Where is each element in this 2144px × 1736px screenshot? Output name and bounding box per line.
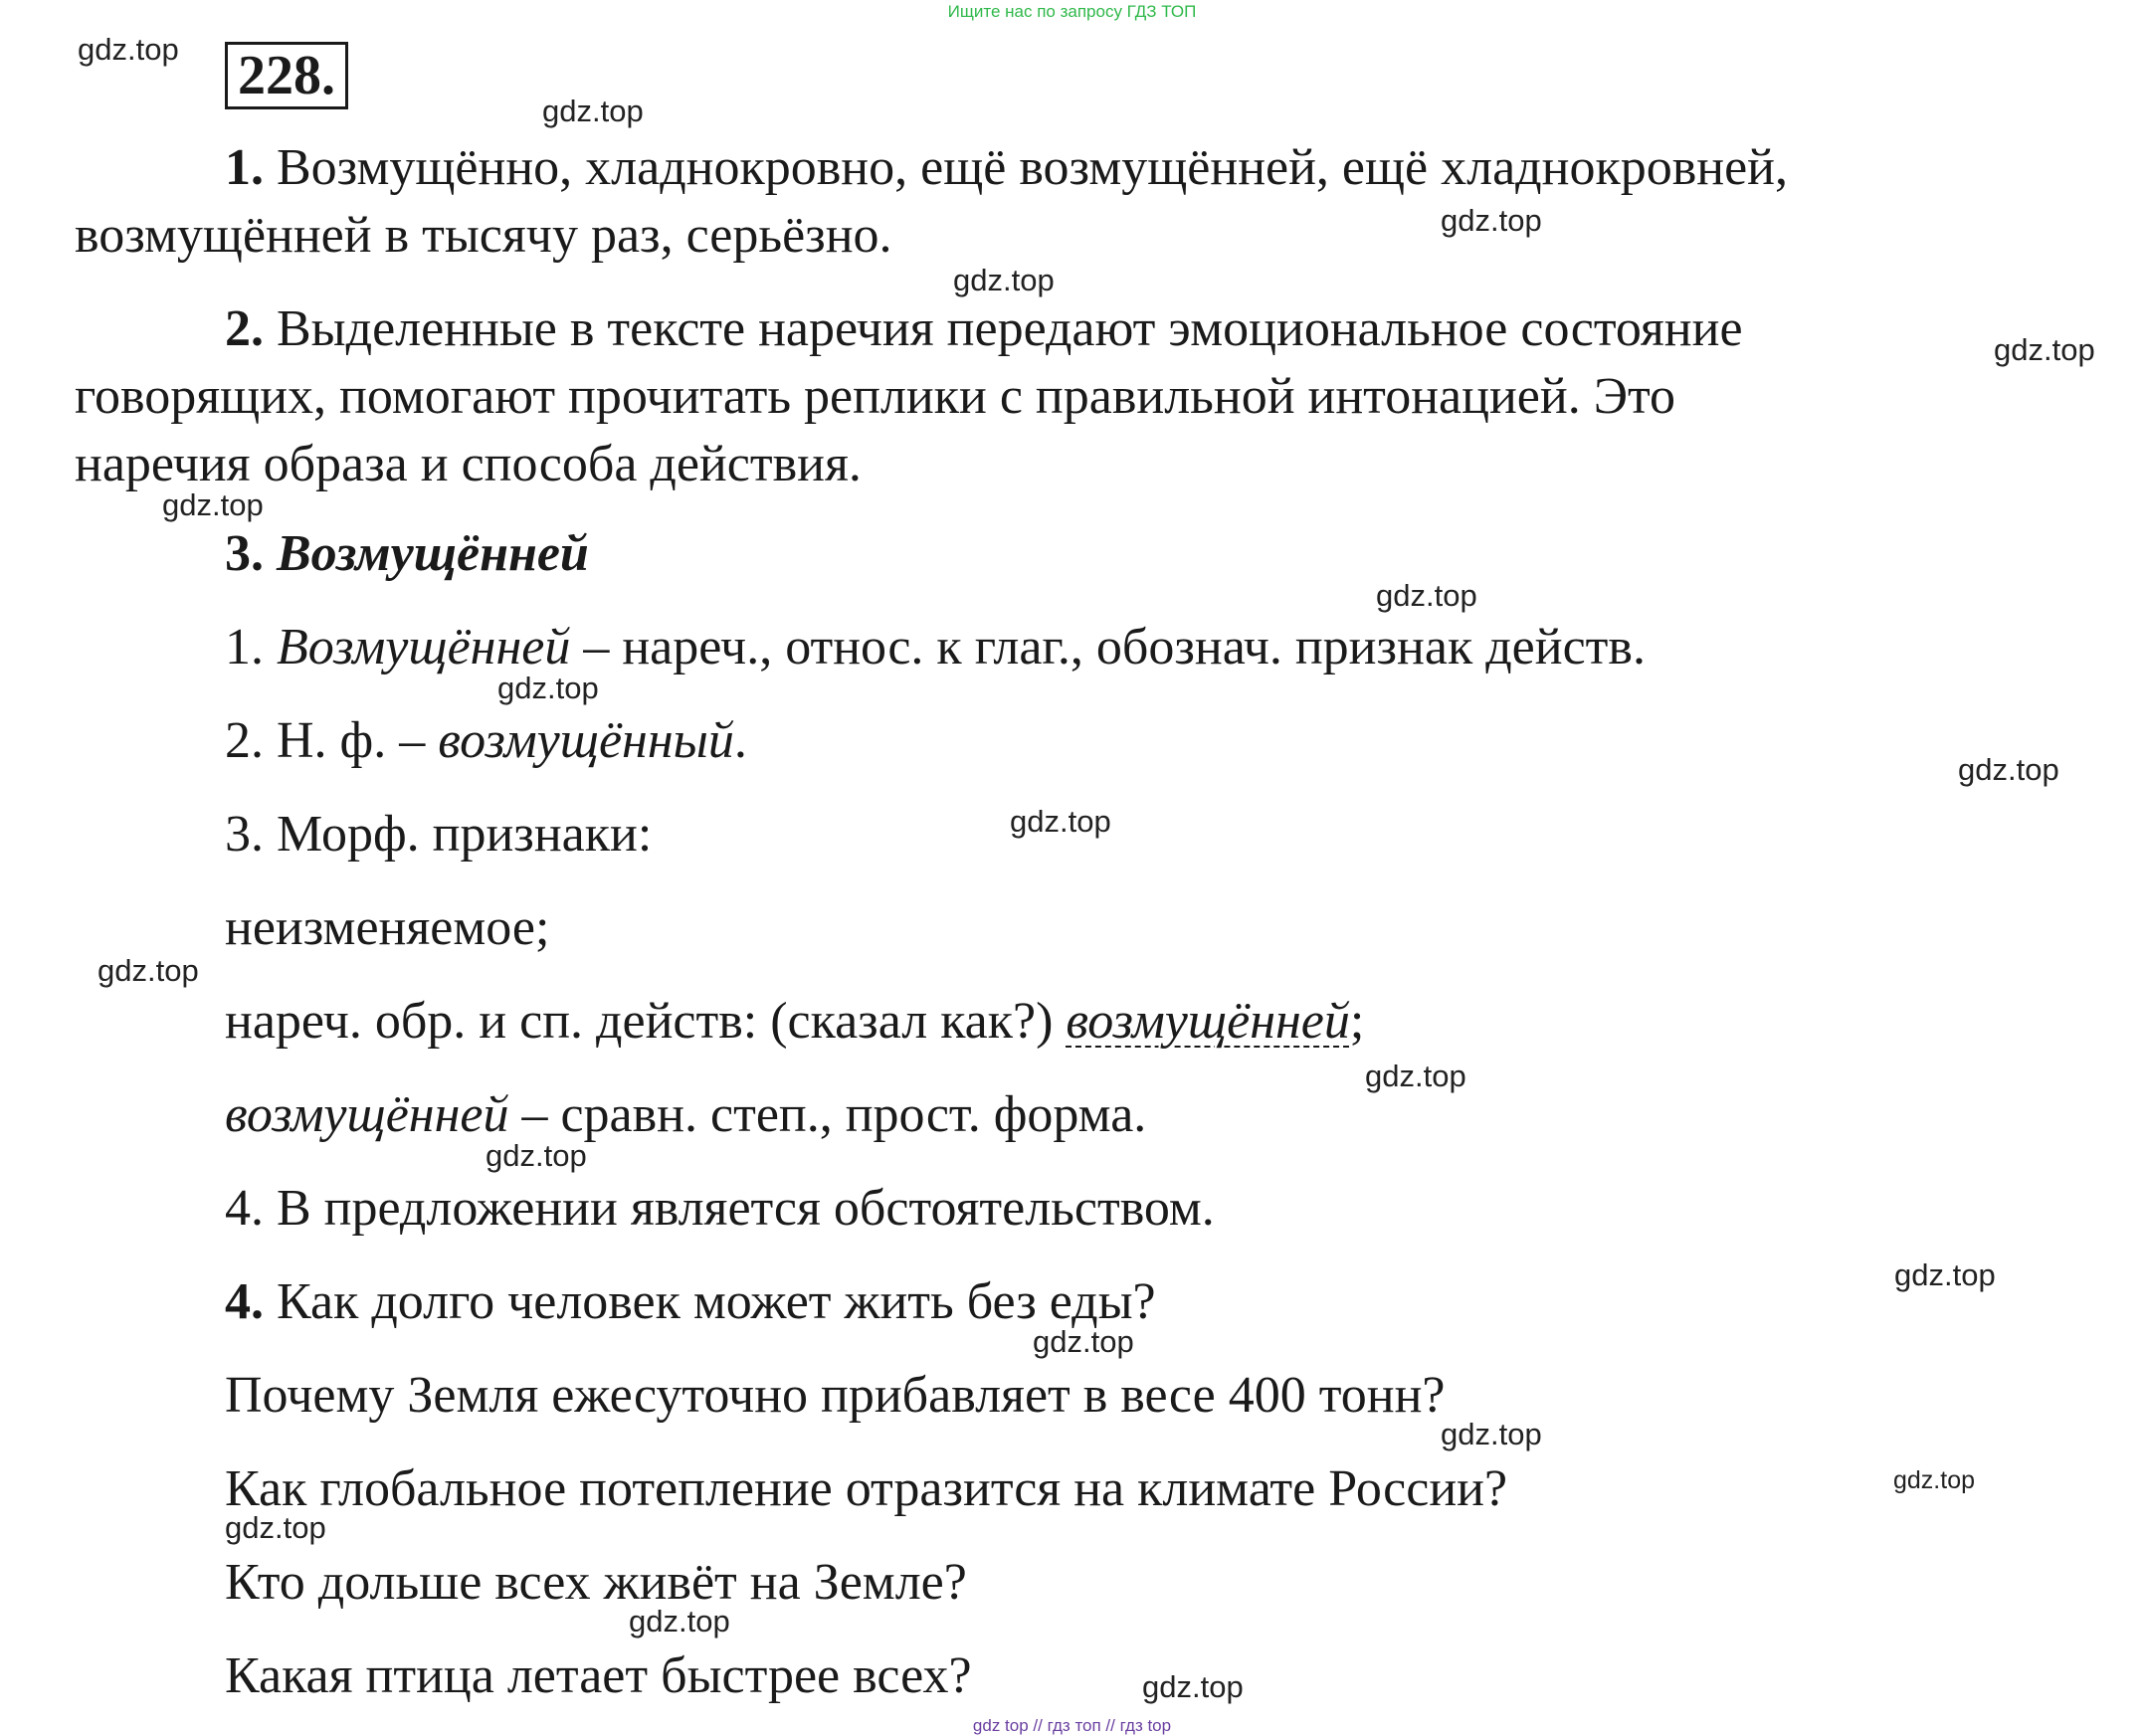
step2-suffix: . xyxy=(733,712,747,769)
p2-line2: говорящих, помогают прочитать реплики с правильной интонацией. Это xyxy=(75,368,1676,425)
p3-step1 xyxy=(225,617,1646,678)
watermark: gdz.top xyxy=(225,1510,326,1545)
step2-word: возмущённый xyxy=(438,712,734,769)
p3-step2 xyxy=(225,710,747,772)
morph2-suffix: ; xyxy=(1349,993,1365,1050)
watermark: gdz.top xyxy=(1376,578,1477,613)
p2-line3: наречия образа и способа действия. xyxy=(75,436,862,492)
watermark: gdz.top xyxy=(78,32,179,67)
watermark: gdz.top xyxy=(629,1604,730,1639)
watermark: gdz.top xyxy=(1033,1324,1134,1359)
p4-q3: Как глобальное потепление отразится на климате России? xyxy=(225,1460,1508,1517)
p4-q1 xyxy=(225,1271,1156,1333)
p4-q5: Какая птица летает быстрее всех? xyxy=(225,1647,972,1704)
p1-number: 1. xyxy=(225,139,264,196)
p4-number: 4. xyxy=(225,1273,264,1330)
top-banner: Ищите нас по запросу ГДЗ ТОП xyxy=(947,2,1197,21)
p3-step3: 3. Морф. признаки: xyxy=(225,806,653,863)
watermark: gdz.top xyxy=(1365,1059,1466,1093)
watermark: gdz.top xyxy=(486,1138,587,1173)
morph2-word: возмущённей xyxy=(1066,993,1350,1050)
watermark: gdz.top xyxy=(1441,1417,1542,1451)
morph3-rest: – сравн. степ., прост. форма. xyxy=(508,1086,1147,1143)
watermark: gdz.top xyxy=(1958,752,2059,787)
watermark: gdz.top xyxy=(542,94,644,128)
watermark: gdz.top xyxy=(1893,1466,1976,1494)
p3-number: 3. xyxy=(225,525,264,582)
p1-line1 xyxy=(225,137,1788,199)
watermark: gdz.top xyxy=(162,487,264,522)
p3-step4: 4. В предложении является обстоятельством. xyxy=(225,1180,1215,1237)
watermark: gdz.top xyxy=(1142,1669,1244,1704)
p3-word: Возмущённей xyxy=(264,525,589,582)
task-number: 228. xyxy=(225,42,348,109)
p3-morph1: неизменяемое; xyxy=(225,899,550,956)
p2-number: 2. xyxy=(225,300,264,357)
watermark: gdz.top xyxy=(1994,332,2095,367)
step1-rest: – нареч., относ. к глаг., обознач. признак действ. xyxy=(570,619,1646,675)
p4-q4: Кто дольше всех живёт на Земле? xyxy=(225,1554,967,1611)
p4-q2: Почему Земля ежесуточно прибавляет в весе 400 тонн? xyxy=(225,1367,1446,1424)
p3-heading xyxy=(225,523,589,585)
p2-text: Выделенные в тексте наречия передают эмоциональное состояние xyxy=(264,300,1743,357)
p3-morph2 xyxy=(225,991,1364,1053)
p2-line1 xyxy=(225,298,1743,360)
watermark: gdz.top xyxy=(1010,804,1111,839)
step1-word: Возмущённей xyxy=(277,619,571,675)
p1-text: Возмущённо, хладнокровно, ещё возмущённей, ещё хладнокровней, xyxy=(264,139,1788,196)
morph2-prefix: нареч. обр. и сп. действ: (сказал как?) xyxy=(225,993,1067,1050)
morph3-word: возмущённей xyxy=(225,1086,509,1143)
step1-number: 1. xyxy=(225,619,277,675)
watermark: gdz.top xyxy=(497,671,599,705)
p4-q1-text: Как долго человек может жить без еды? xyxy=(264,1273,1156,1330)
watermark: gdz.top xyxy=(1894,1257,1996,1292)
p1-line2: возмущённей в тысячу раз, серьёзно. xyxy=(75,207,892,264)
p3-morph3 xyxy=(225,1084,1146,1146)
watermark: gdz.top xyxy=(97,953,199,988)
bottom-banner: gdz top // гдз топ // гдз top xyxy=(972,1716,1172,1735)
step2-prefix: 2. Н. ф. – xyxy=(225,712,439,769)
watermark: gdz.top xyxy=(1441,203,1542,238)
watermark: gdz.top xyxy=(953,263,1055,297)
